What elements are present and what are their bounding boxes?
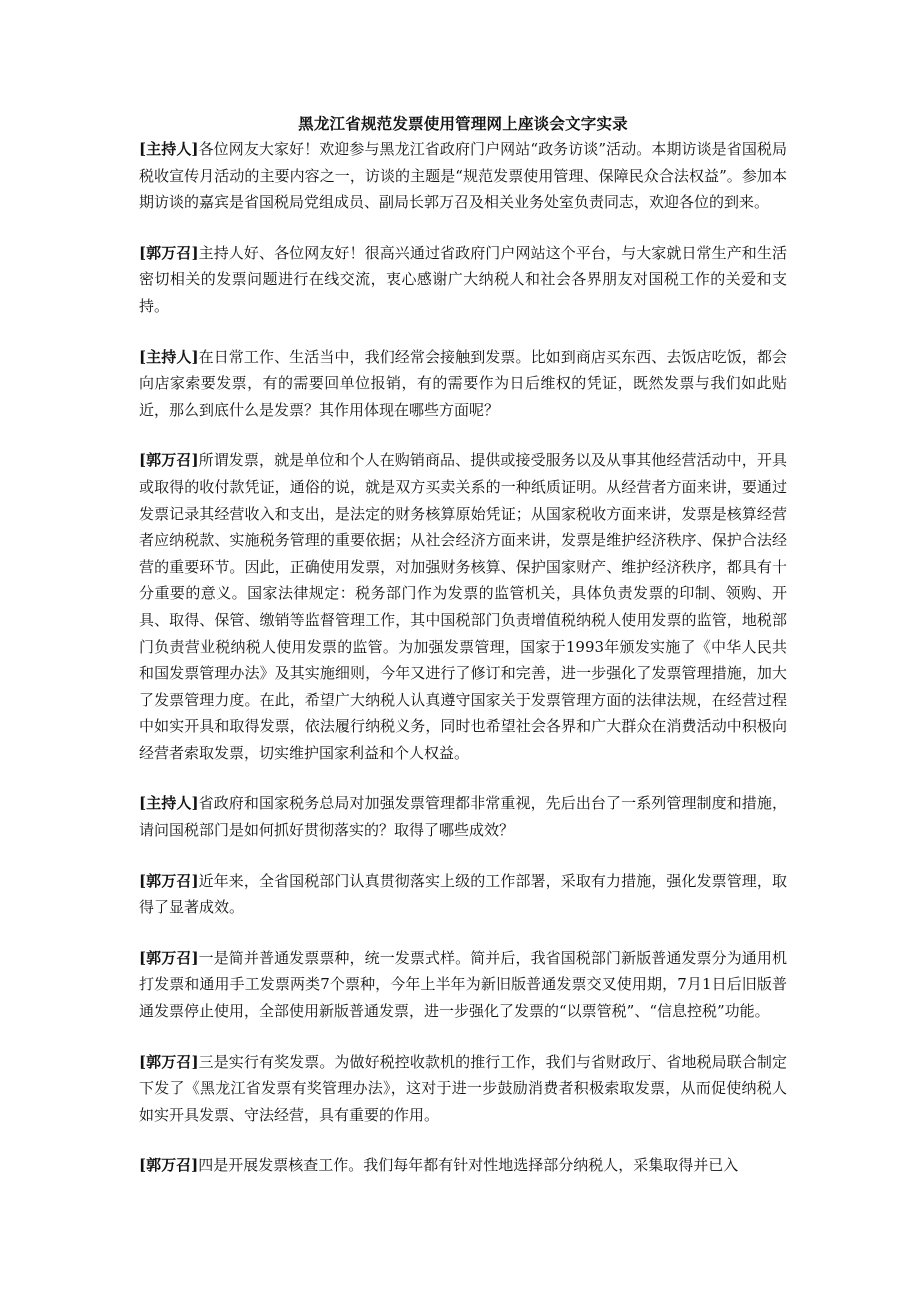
speaker-label: [郭万召] bbox=[139, 1052, 199, 1071]
speaker-label: [郭万召] bbox=[139, 243, 199, 262]
document-title: 黑龙江省规范发票使用管理网上座谈会文字实录 bbox=[298, 114, 628, 133]
paragraph-guest-point-3 bbox=[139, 1049, 787, 1129]
speaker-label: [主持人] bbox=[139, 794, 199, 813]
paragraph-text: 在日常工作、生活当中，我们经常会接触到发票。比如到商店买东西、去饭店吃饭，都会向店家索要发票，有的需要回单位报销，有的需要作为日后维权的凭证，既然发票与我们如此贴近，那么到底什么是发票？其作用体现在哪些方面呢？ bbox=[139, 347, 787, 419]
paragraph-host-question-2 bbox=[139, 790, 787, 843]
paragraph-guest-point-1 bbox=[139, 945, 787, 1025]
speaker-label: [主持人] bbox=[139, 140, 199, 158]
paragraph-text: 主持人好、各位网友好！很高兴通过省政府门户网站这个平台，与大家就日常生产和生活密切相关的发票问题进行在线交流，衷心感谢广大纳税人和社会各界朋友对国税工作的关爱和支持。 bbox=[139, 243, 787, 315]
paragraph-text: 四是开展发票核查工作。我们每年都有针对性地选择部分纳税人，采集取得并已入 bbox=[198, 1156, 739, 1175]
speaker-label: [郭万召] bbox=[139, 1156, 199, 1175]
paragraph-guest-answer-1 bbox=[139, 447, 787, 766]
paragraph-guest-answer-2 bbox=[139, 868, 787, 921]
paragraph-text: 所谓发票，就是单位和个人在购销商品、提供或接受服务以及从事其他经营活动中，开具或取得的收付款凭证，通俗的说，就是双方买卖关系的一种纸质证明。从经营者方面来讲，要通过发票记录其经营收入和支出，是法定的财务核算原始凭证；从国家税收方面来讲，发票是核算经营者应纳税款、实施税务管理的重要依据；从社会经济方面来讲，发票是维护经济秩序、保护合法经营的重要环节。因此，正确使用发票，对加强财务核算、保护国家财产、维护经济秩序，都具有十分重要的意义。国家法律规定：税务部门作为发票的监管机关，具体负责发票的印制、领购、开具、取得、保管、缴销等监督管理工作，其中国税部门负责增值税纳税人使用发票的监管，地税部门负责营业税纳税人使用发票的监管。为加强发票管理，国家于1993年颁发实施了《中华人民共和国发票管理办法》及其实施细则，今年又进行了修订和完善，进一步强化了发票管理措施，加大了发票管理力度。在此，希望广大纳税人认真遵守国家关于发票管理方面的法律法规，在经营过程中如实开具和取得发票，依法履行纳税义务，同时也希望社会各界和广大群众在消费活动中积极向经营者索取发票，切实维护国家利益和个人权益。 bbox=[139, 451, 787, 762]
paragraph-guest-point-4 bbox=[139, 1152, 787, 1179]
speaker-label: [郭万召] bbox=[139, 948, 199, 967]
paragraph-text: 各位网友大家好！欢迎参与黑龙江省政府门户网站“政务访谈”活动。本期访谈是省国税局税收宣传月活动的主要内容之一，访谈的主题是“规范发票使用管理、保障民众合法权益”。参加本期访谈的嘉宾是省国税局党组成员、副局长郭万召及相关业务处室负责同志，欢迎各位的到来。 bbox=[139, 140, 787, 212]
paragraph-text: 三是实行有奖发票。为做好税控收款机的推行工作，我们与省财政厅、省地税局联合制定下发了《黑龙江省发票有奖管理办法》，这对于进一步鼓励消费者积极索取发票，从而促使纳税人如实开具发票、守法经营，具有重要的作用。 bbox=[139, 1052, 787, 1124]
speaker-label: [郭万召] bbox=[139, 871, 199, 890]
paragraph-guest-greeting bbox=[139, 240, 787, 320]
paragraph-text: 一是简并普通发票票种，统一发票式样。简并后，我省国税部门新版普通发票分为通用机打发票和通用手工发票两类7个票种，今年上半年为新旧版普通发票交叉使用期，7月1日后旧版普通发票停止使用，全部使用新版普通发票，进一步强化了发票的“以票管税”、“信息控税”功能。 bbox=[139, 948, 787, 1021]
paragraph-text: 近年来，全省国税部门认真贯彻落实上级的工作部署，采取有力措施，强化发票管理，取得了显著成效。 bbox=[139, 871, 787, 917]
speaker-label: [主持人] bbox=[139, 347, 199, 366]
paragraph-host-intro bbox=[139, 136, 787, 216]
paragraph-host-question-1 bbox=[139, 344, 787, 424]
document-page bbox=[139, 112, 787, 1203]
paragraph-text: 省政府和国家税务总局对加强发票管理都非常重视，先后出台了一系列管理制度和措施，请问国税部门是如何抓好贯彻落实的？取得了哪些成效？ bbox=[139, 794, 787, 840]
speaker-label: [郭万召] bbox=[139, 451, 199, 470]
